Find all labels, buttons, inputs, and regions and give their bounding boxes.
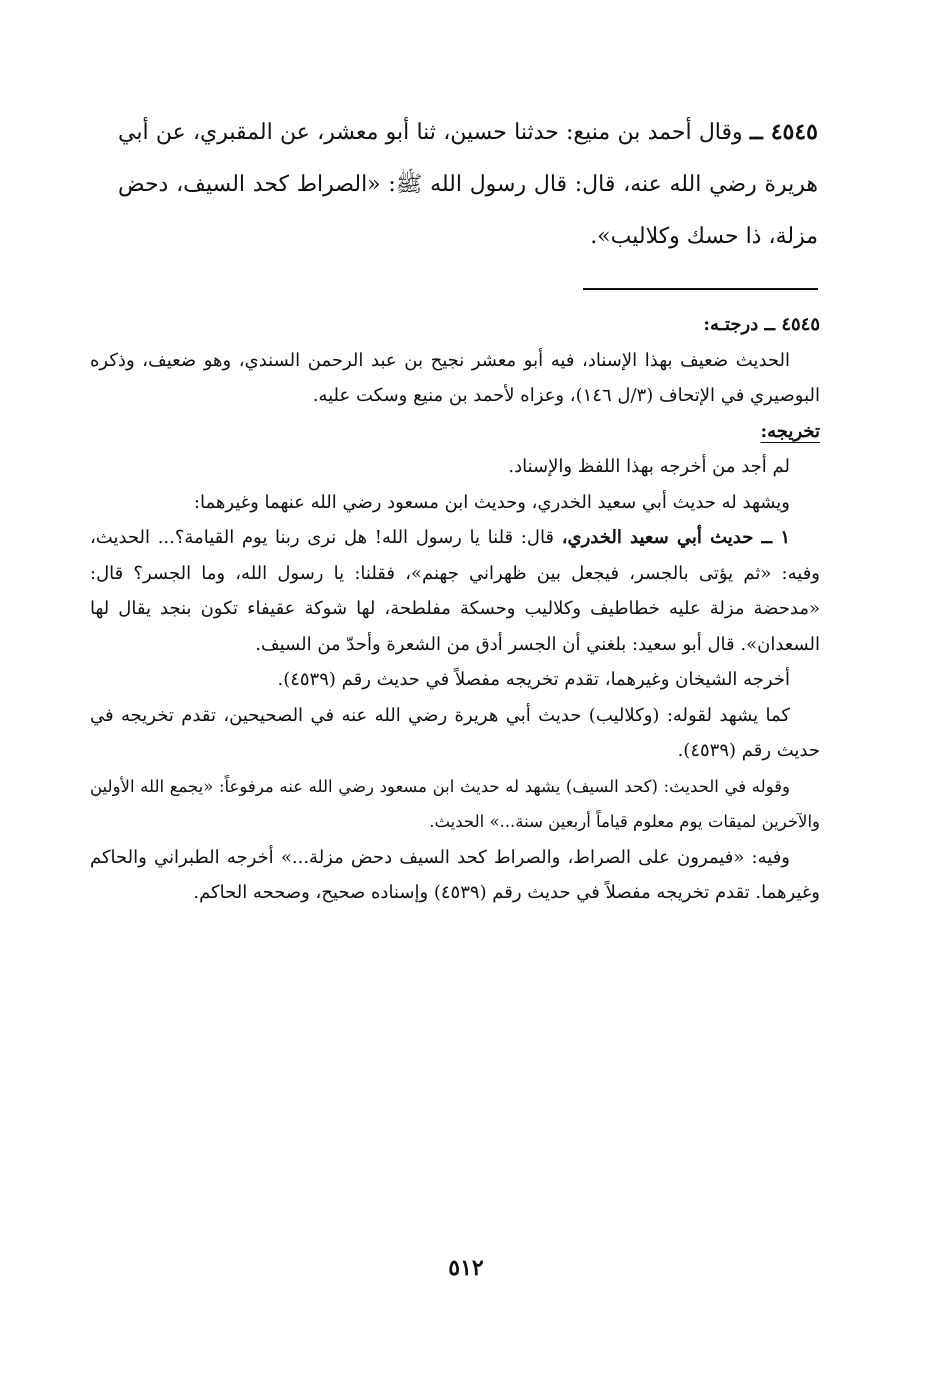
takhrij-heading: تخريجه:: [760, 420, 820, 442]
takhrij-paragraph-7: وفيه: «فيمرون على الصراط، والصراط كحد السيف دحض مزلة...» أخرجه الطبراني والحاكم وغيرهما. تقدم تخريجه مفصلاً في حديث رقم (٤٥٣٩) وإسناده صحيح، وصححه الحاكم.: [90, 846, 820, 903]
takhrij-paragraph-4: أخرجه الشيخان وغيرهما، تقدم تخريجه مفصلاً في حديث رقم (٤٥٣٩).: [277, 669, 790, 690]
hadith-text-block: [118, 106, 818, 263]
page-number: ٥١٢: [448, 1255, 484, 1281]
grade-text: الحديث ضعيف بهذا الإسناد، فيه أبو معشر نجيح بن عبد الرحمن السندي، وهو ضعيف، وذكره البوصيري في الإتحاف (٣/ل ١٤٦)، وعزاه لأحمد بن منيع وسكت عليه.: [90, 349, 820, 406]
hadith-number: ٤٥٤٥ ــ: [749, 119, 818, 145]
takhrij-paragraph-5: كما يشهد لقوله: (وكلاليب) حديث أبي هريرة رضي الله عنه في الصحيحين، تقدم تخريجه في حديث رقم (٤٥٣٩).: [90, 704, 820, 761]
takhrij-paragraph-2: ويشهد له حديث أبي سعيد الخدري، وحديث ابن مسعود رضي الله عنهما وغيرهما:: [193, 491, 790, 513]
takhrij-paragraph-1: لم أجد من أخرجه بهذا اللفظ والإسناد.: [508, 456, 790, 477]
takhrij-paragraph-6: وقوله في الحديث: (كحد السيف) يشهد له حديث ابن مسعود رضي الله عنه مرفوعاً: «يجمع الله الأولين والآخرين لميقات يوم معلوم قياماً أربعين سنة...» الحديث.: [90, 776, 820, 831]
takhrij-paragraph-3: [90, 520, 820, 662]
witness-lead: ١ ــ حديث أبي سعيد الخدري،: [561, 527, 790, 548]
witness-text: قال: قلنا يا رسول الله! هل نرى ربنا يوم القيامة؟... الحديث، وفيه: «ثم يؤتى بالجسر، فيجعل بين ظهراني جهنم»، فقلنا: يا رسول الله، وما الجسر؟ قال: «مدحضة مزلة عليه خطاطيف وكلاليب وحسكة مفلطحة، لها شوكة عقيفاء تكون بنجد يقال لها السعدان». قال أبو سعيد: بلغني أن الجسر أدق من الشعرة وأحدّ من السيف.: [90, 527, 820, 655]
hadith-body: وقال أحمد بن منيع: حدثنا حسين، ثنا أبو معشر، عن المقبري، عن أبي هريرة رضي الله عنه، قال: قال رسول الله ﷺ: «الصراط كحد السيف، دحض مزلة، ذا حسك وكلاليب».: [118, 120, 818, 249]
commentary-block: [90, 307, 820, 911]
grade-heading: ٤٥٤٥ ــ درجتـه:: [703, 314, 820, 335]
footnote-separator: [583, 288, 818, 290]
